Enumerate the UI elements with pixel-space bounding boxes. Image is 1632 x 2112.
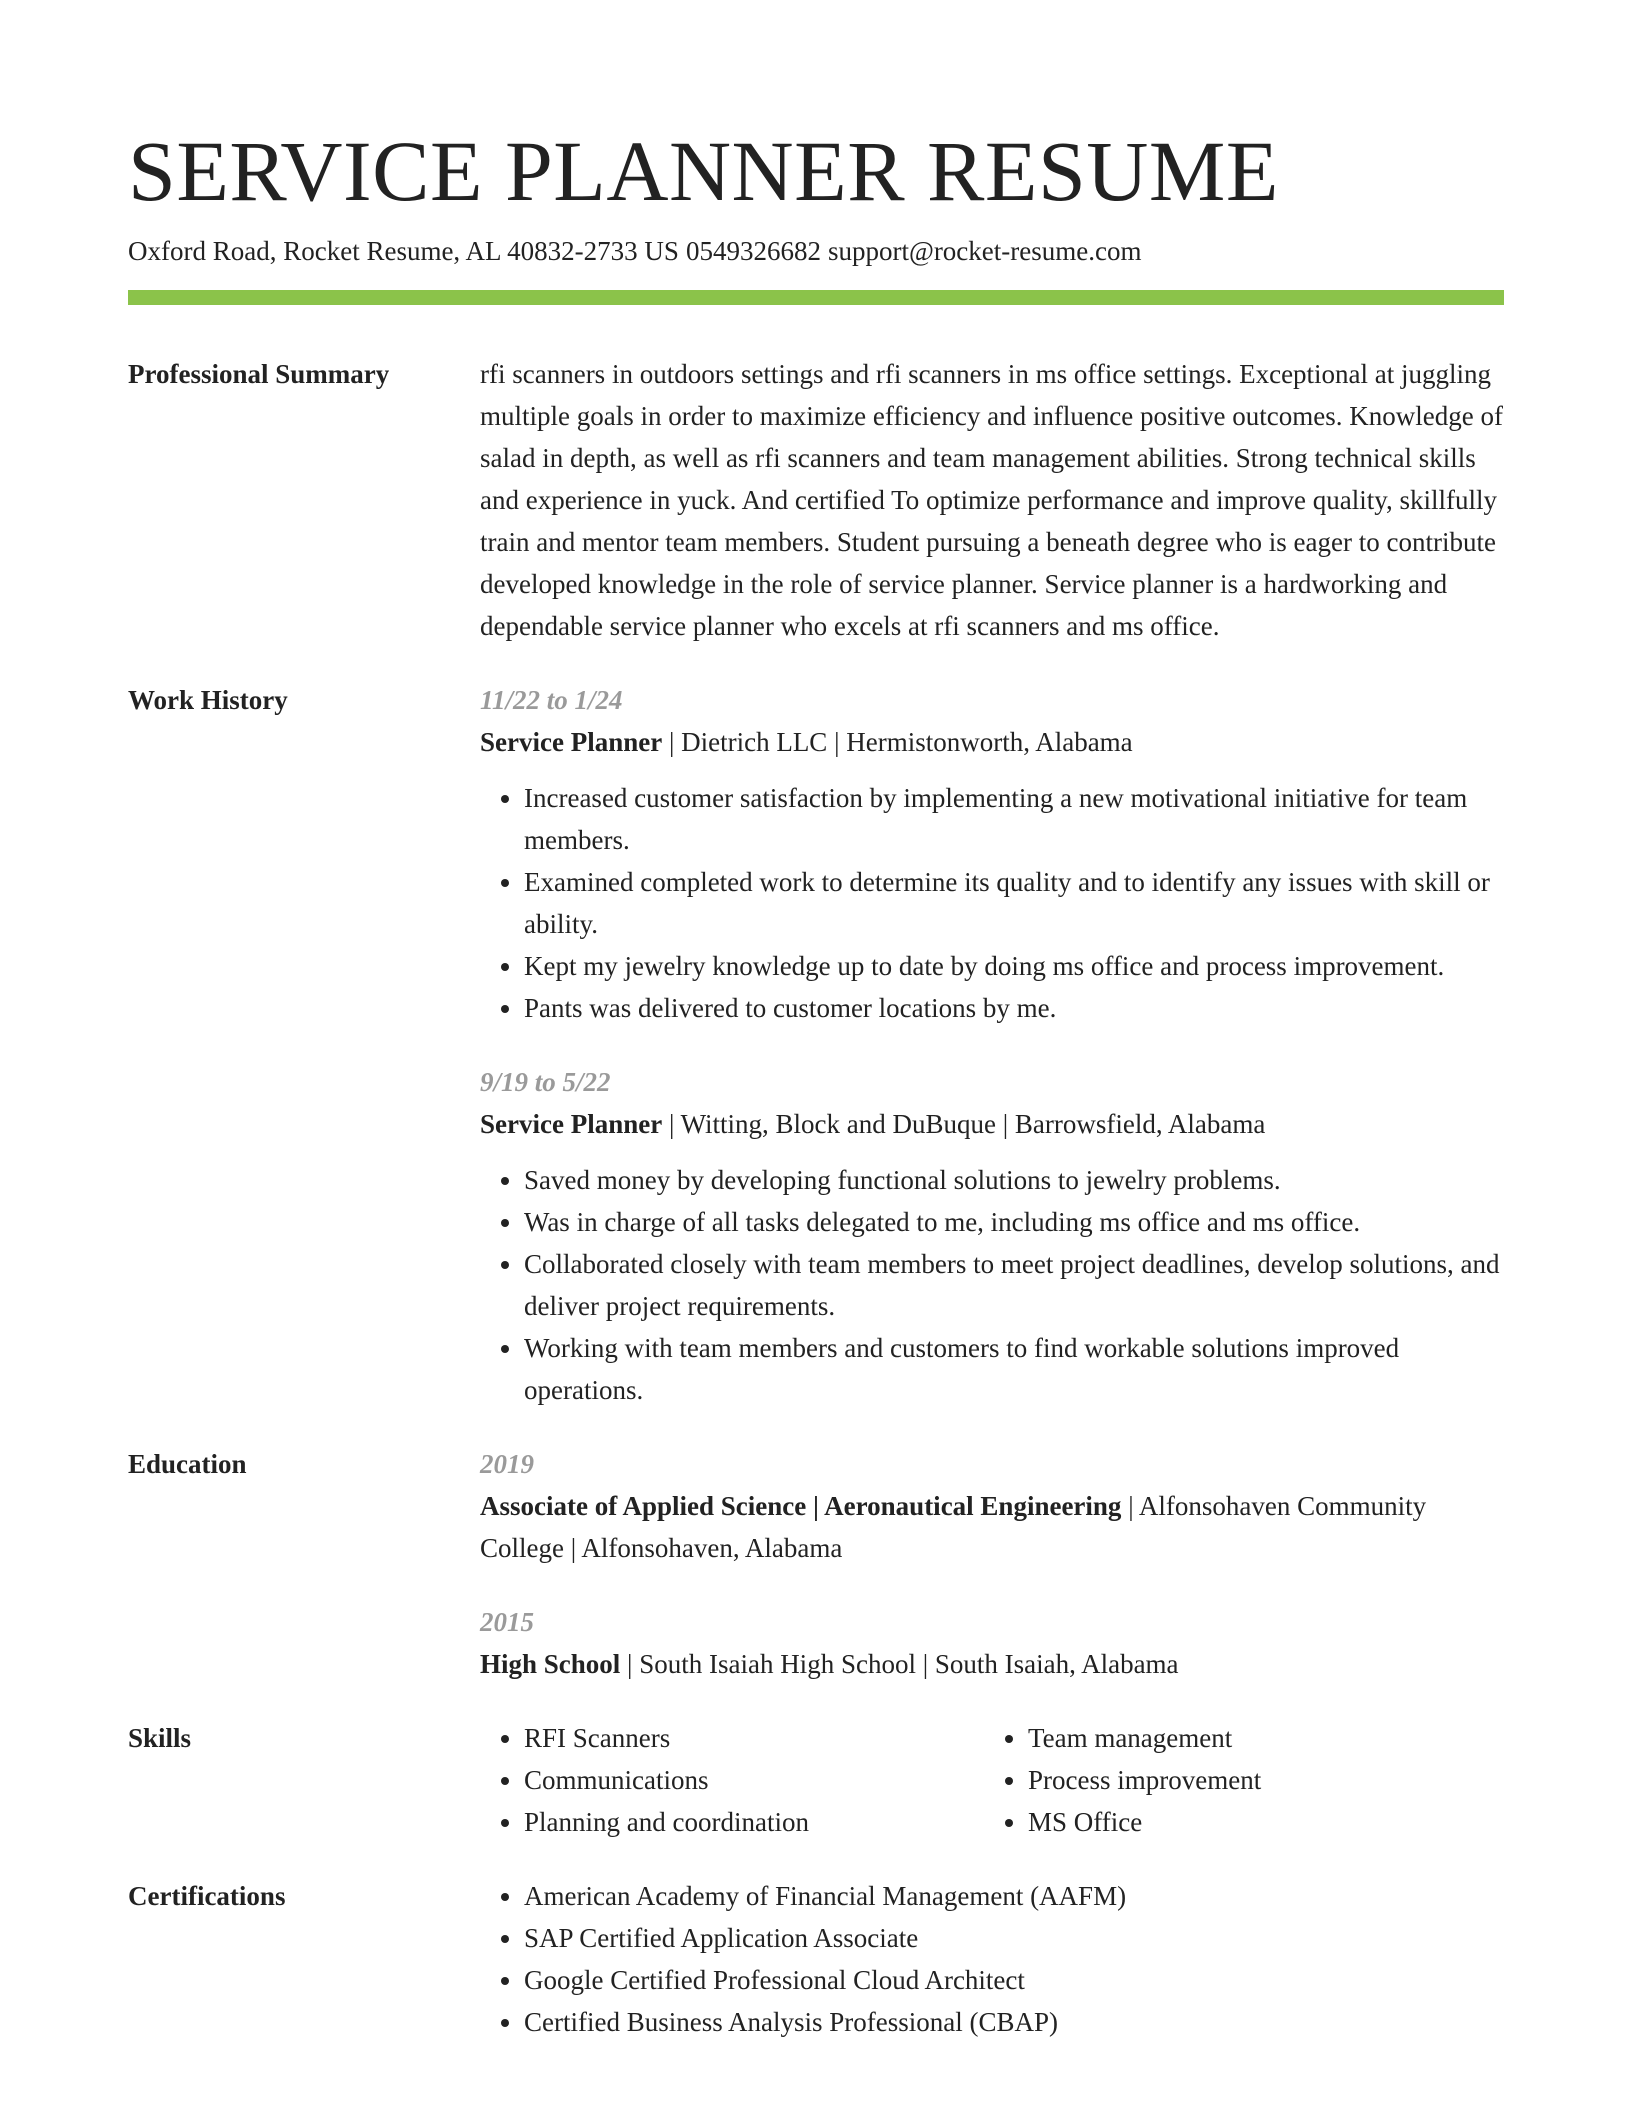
job-bullets: [480, 1159, 1504, 1411]
education-year: 2015: [480, 1607, 534, 1637]
skills-columns: [480, 1717, 1504, 1843]
contact-email[interactable]: support@rocket-resume.com: [827, 236, 1142, 266]
education-section: [128, 1443, 1504, 1685]
header-divider: [128, 290, 1504, 305]
job-title: Service Planner: [480, 1109, 663, 1139]
education-degree: High School: [480, 1649, 621, 1679]
list-item: • Saved money by developing functional solutions to jewelry problems.: [524, 1159, 1504, 1201]
list-item: • SAP Certified Application Associate: [524, 1917, 1504, 1959]
list-item: • Planning and coordination: [524, 1801, 984, 1843]
education-year: 2019: [480, 1449, 534, 1479]
list-item: • Collaborated closely with team members to meet project deadlines, develop solutions, and deliver project requirements.: [524, 1243, 1504, 1327]
list-item: • American Academy of Financial Management (AAFM): [524, 1875, 1504, 1917]
summary-text: rfi scanners in outdoors settings and rfi scanners in ms office settings. Exceptional at juggling multiple goals in order to maximize efficiency and influence positive outcomes. Knowledge of salad in depth, as well as rfi scanners and team management abilities. Strong technical skills and experience in yuck. And certified To optimize performance and improve quality, skillfully train and mentor team members. Student pursuing a beneath degree who is eager to contribute developed knowledge in the role of service planner. Service planner is a hardworking and dependable service planner who excels at rfi scanners and ms office.: [480, 359, 1503, 641]
resume-title: SERVICE PLANNER RESUME: [128, 123, 1279, 219]
list-item: • MS Office: [1028, 1801, 1488, 1843]
list-item: • Examined completed work to determine its quality and to identify any issues with skill or ability.: [524, 861, 1504, 945]
work-history-section: [128, 679, 1504, 1411]
resume-page: [128, 118, 1504, 2075]
contact-phone: 0549326682: [685, 236, 821, 266]
summary-heading: Professional Summary: [128, 359, 390, 389]
skills-section: [128, 1717, 1504, 1843]
education-heading: Education: [128, 1449, 247, 1479]
education-details: | South Isaiah High School | South Isaiah, Alabama: [620, 1649, 1179, 1679]
list-item: • Certified Business Analysis Professional (CBAP): [524, 2001, 1504, 2043]
list-item: • Team management: [1028, 1717, 1488, 1759]
list-item: • Was in charge of all tasks delegated to me, including ms office and ms office.: [524, 1201, 1504, 1243]
list-item: • Kept my jewelry knowledge up to date by doing ms office and process improvement.: [524, 945, 1504, 987]
summary-section: [128, 353, 1504, 647]
list-item: • Communications: [524, 1759, 984, 1801]
education-entry: [480, 1601, 1504, 1685]
contact-address: Oxford Road, Rocket Resume, AL 40832-2733 US: [128, 236, 679, 266]
education-details: | Alfonsohaven Community College | Alfonsohaven, Alabama: [480, 1491, 1427, 1563]
education-line: [480, 1485, 1504, 1569]
list-item: • Working with team members and customers to find workable solutions improved operations.: [524, 1327, 1504, 1411]
work-history-heading: Work History: [128, 685, 288, 715]
list-item: • Google Certified Professional Cloud Architect: [524, 1959, 1504, 2001]
skills-heading: Skills: [128, 1723, 192, 1753]
job-entry: [480, 679, 1504, 1029]
job-header: [480, 1103, 1504, 1145]
job-entry: [480, 1061, 1504, 1411]
certifications-heading: Certifications: [128, 1881, 286, 1911]
list-item: • Increased customer satisfaction by implementing a new motivational initiative for team members.: [524, 777, 1504, 861]
job-header: [480, 721, 1504, 763]
contact-line: [128, 232, 1504, 270]
job-title: Service Planner: [480, 727, 663, 757]
certifications-section: [128, 1875, 1504, 2043]
skills-list-right: [984, 1717, 1488, 1843]
list-item: • Process improvement: [1028, 1759, 1488, 1801]
education-line: [480, 1643, 1504, 1685]
education-degree: Associate of Applied Science | Aeronautical Engineering: [480, 1491, 1122, 1521]
job-dates: 9/19 to 5/22: [480, 1067, 611, 1097]
certifications-list: [480, 1875, 1504, 2043]
list-item: • Pants was delivered to customer locations by me.: [524, 987, 1504, 1029]
list-item: • RFI Scanners: [524, 1717, 984, 1759]
job-details: | Witting, Block and DuBuque | Barrowsfield, Alabama: [662, 1109, 1266, 1139]
education-entry: [480, 1443, 1504, 1569]
skills-list-left: [480, 1717, 984, 1843]
job-dates: 11/22 to 1/24: [480, 685, 623, 715]
job-details: | Dietrich LLC | Hermistonworth, Alabama: [662, 727, 1133, 757]
job-bullets: [480, 777, 1504, 1029]
